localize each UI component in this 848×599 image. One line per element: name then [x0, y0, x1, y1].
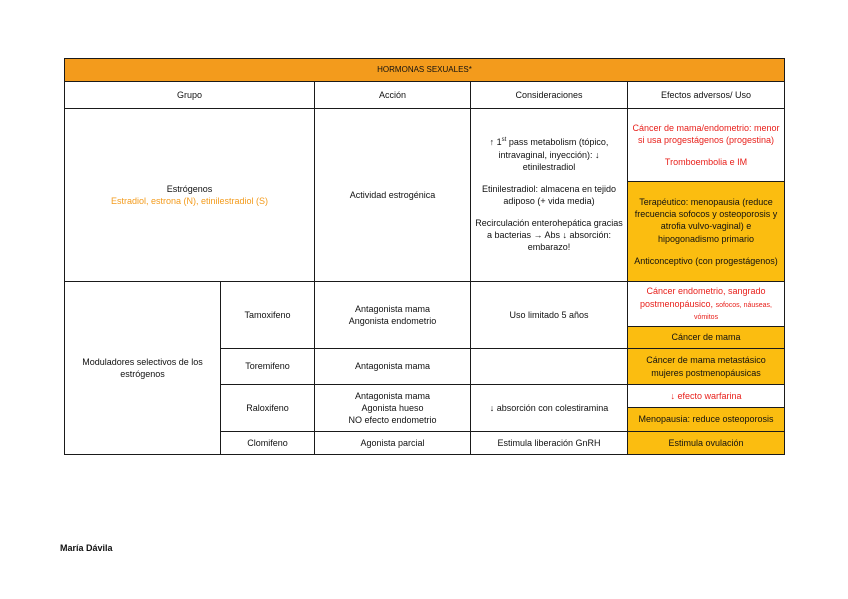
- estrogenos-uso: [628, 182, 785, 282]
- toremifeno-consid: [471, 349, 628, 385]
- estrogenos-adverse-2: Tromboembolia e IM: [664, 157, 748, 168]
- tamoxifeno-adverse-small: sofocos, náuseas, vómitos: [693, 301, 772, 322]
- raloxifeno-uso: Menopausia: reduce osteoporosis: [628, 408, 785, 432]
- author-name: María Dávila: [60, 543, 113, 553]
- header-efectos: Efectos adversos/ Uso: [628, 82, 785, 109]
- table-row-tamoxifeno-1: [65, 282, 785, 327]
- raloxifeno-accion-3: NO efecto endometrio: [348, 415, 437, 426]
- raloxifeno-accion-2: Agonista hueso: [361, 402, 424, 413]
- estrogenos-adverse-1: Cáncer de mama/endometrio: menor si usa progestágenos (progestina): [632, 122, 780, 145]
- clomifeno-consid: Estimula liberación GnRH: [471, 432, 628, 455]
- tamoxifeno-adversos: [628, 282, 785, 327]
- raloxifeno-accion-1: Antagonista mama: [354, 390, 431, 401]
- tamoxifeno-consid: Uso limitado 5 años: [471, 282, 628, 349]
- table-title-row: [65, 59, 785, 82]
- consid-1-sup: st: [501, 137, 507, 144]
- raloxifeno-accion: [315, 385, 471, 432]
- header-accion: Acción: [315, 82, 471, 109]
- clomifeno-accion: Agonista parcial: [315, 432, 471, 455]
- clomifeno-uso: Estimula ovulación: [628, 432, 785, 455]
- estrogenos-consideraciones: [471, 109, 628, 282]
- estrogenos-consid-1: [475, 136, 623, 172]
- estrogenos-uso-1: Terapéutico: menopausia (reduce frecuencia sofocos y osteoporosis y atrofia vulvo-vaginal) e hipogonadismo primario: [634, 197, 778, 244]
- group-estrogenos: [65, 109, 315, 282]
- drug-toremifeno: Toremifeno: [221, 349, 315, 385]
- tamoxifeno-accion-1: Antagonista mama: [354, 303, 431, 314]
- estrogenos-accion: Actividad estrogénica: [315, 109, 471, 282]
- raloxifeno-consid: ↓ absorción con colestiramina: [471, 385, 628, 432]
- table-header-row: [65, 82, 785, 109]
- header-consideraciones: Consideraciones: [471, 82, 628, 109]
- tamoxifeno-accion: [315, 282, 471, 349]
- tamoxifeno-accion-2: Angonista endometrio: [348, 316, 437, 326]
- estrogenos-title: Estrógenos: [166, 183, 213, 194]
- tamoxifeno-uso: Cáncer de mama: [628, 327, 785, 349]
- drug-clomifeno: Clomifeno: [221, 432, 315, 455]
- tamoxifeno-adverse-main: Cáncer endometrio, sangrado postmenopáusico,: [640, 286, 766, 309]
- drug-raloxifeno: Raloxifeno: [221, 385, 315, 432]
- header-grupo: Grupo: [65, 82, 315, 109]
- estrogenos-subtitle: Estradiol, estrona (N), etinilestradiol (S): [110, 196, 269, 206]
- table-title: HORMONAS SEXUALES*: [65, 59, 785, 82]
- raloxifeno-adversos: ↓ efecto warfarina: [628, 385, 785, 408]
- table-row-estrogenos-1: [65, 109, 785, 182]
- toremifeno-accion: Antagonista mama: [315, 349, 471, 385]
- hormonas-table: [64, 58, 785, 455]
- estrogenos-consid-2: Etinilestradiol: almacena en tejido adiposo (+ vida media): [481, 183, 617, 206]
- estrogenos-uso-2: Anticonceptivo (con progestágenos): [634, 255, 778, 266]
- toremifeno-uso: Cáncer de mama metastásico mujeres postmenopáusicas: [628, 349, 785, 385]
- group-moduladores: Moduladores selectivos de los estrógenos: [65, 282, 221, 455]
- consid-1-prefix: ↑ 1: [489, 137, 502, 148]
- consid-1-text: pass metabolism (tópico, intravaginal, inyección): ↓ etinilestradiol: [498, 137, 609, 172]
- drug-tamoxifeno: Tamoxifeno: [221, 282, 315, 349]
- estrogenos-consid-3: Recirculación enterohepática gracias a bacterias → Abs ↓ absorción: embarazo!: [475, 218, 623, 253]
- estrogenos-adversos: [628, 109, 785, 182]
